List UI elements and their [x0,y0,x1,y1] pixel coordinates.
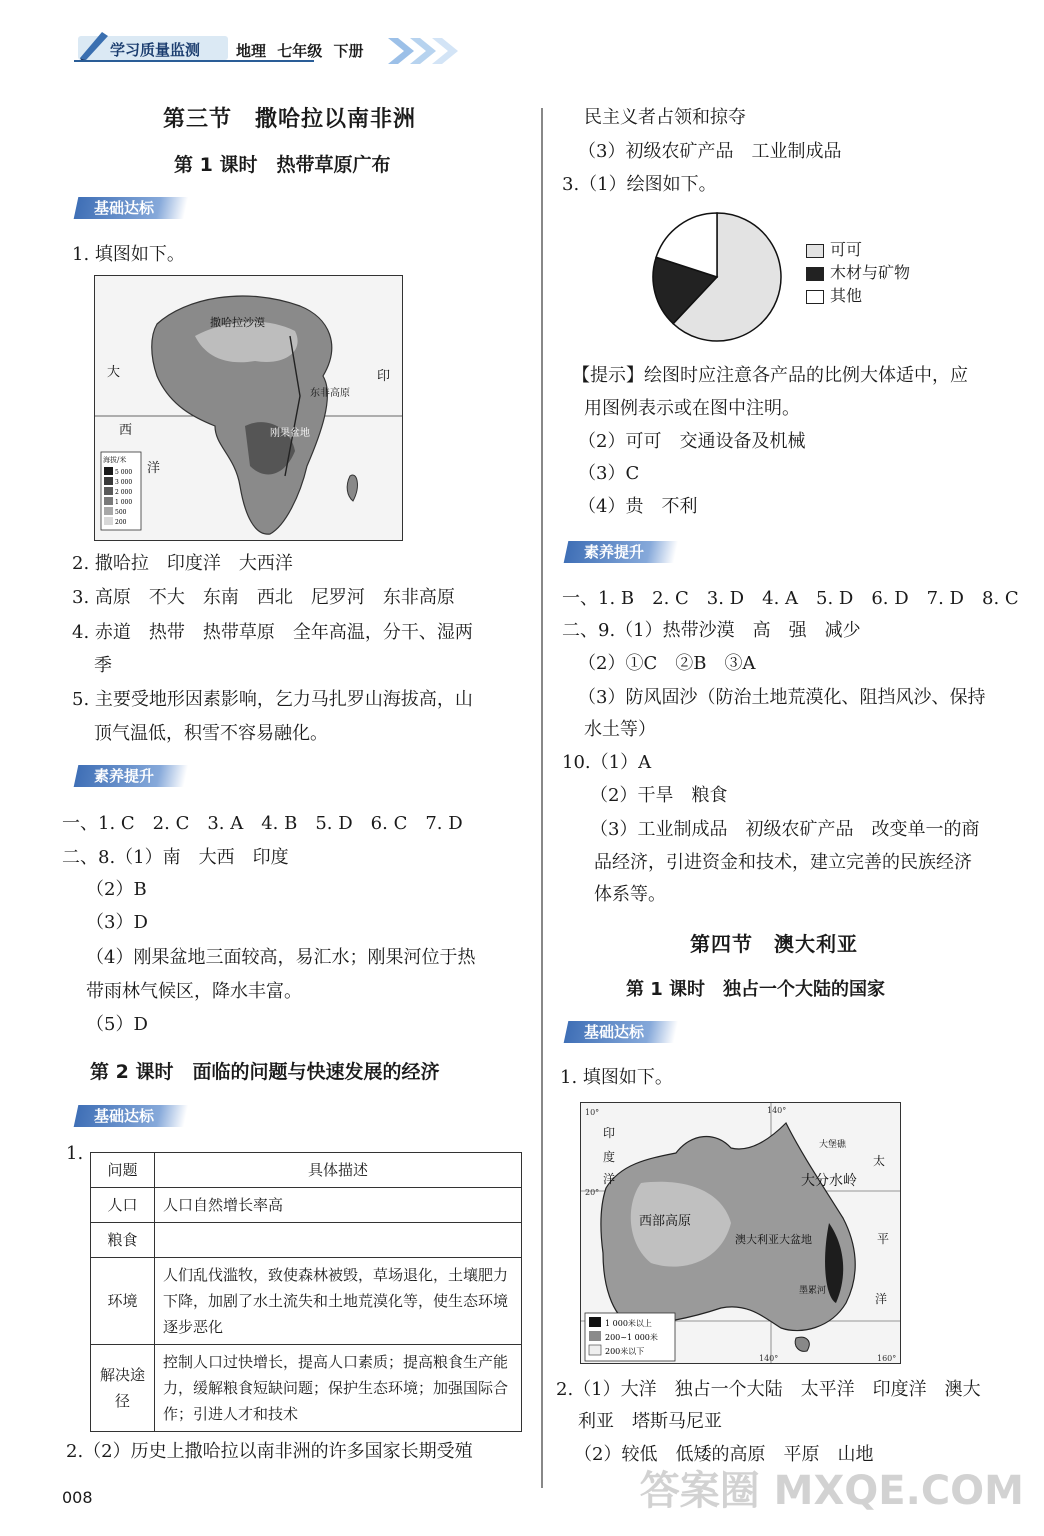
table-row: 环境 人们乱伐滥牧，致使森林被毁，草场退化，土壤肥力下降，加剧了水土流失和土地荒漠化等，使生态环境逐步恶化 [91,1258,522,1345]
map-tick: 140° [767,1106,787,1115]
r-line-1: 民主义者占领和掠夺 [584,107,746,128]
pie-legend-item: 木材与矿物 [806,261,910,284]
header-title: 学习质量监测 [110,41,201,59]
question-3: 3. 高原 不大 东南 西北 尼罗河 东非高原 [72,587,455,608]
table-header: 具体描述 [155,1153,522,1188]
r-question-2-cont: 利亚 塔斯马尼亚 [578,1411,722,1432]
australia-map-graphic [581,1103,901,1364]
question-2: 2. 撒哈拉 印度洋 大西洋 [72,553,293,574]
question-4: 4. 赤道 热带 热带草原 全年高温，分干、湿两 [72,622,473,643]
chevron-decoration-icon [388,36,468,66]
legend-item: 1 000米以上 [605,1319,652,1328]
legend-item: 500 [115,509,127,516]
r-question-2: 2.（1）大洋 独占一个大陆 太平洋 印度洋 澳大 [556,1379,981,1400]
map-label: 太 [873,1154,886,1168]
header-meta: 地理 七年级 下册 [236,42,364,60]
tag-basic: 基础达标 [74,197,189,219]
map-label: 印 [377,369,391,384]
pencil-icon [76,26,112,62]
legend-title: 海拔/米 [103,456,127,464]
legend-item: 5 000 [115,469,133,476]
question-1b: 1. [66,1143,84,1164]
map-label: 西部高原 [639,1214,692,1229]
r-q10-3-cont: 品经济，引进资金和技术，建立完善的民族经济 [594,852,972,873]
africa-map [94,275,403,541]
question-2b: 2.（2）历史上撒哈拉以南非洲的许多国家长期受殖 [66,1441,473,1462]
page-number: 008 [62,1488,93,1507]
map-label: 西 [119,423,133,438]
r-q9-3: （3）防风固沙（防治土地荒漠化、阻挡风沙、保持 [578,687,986,708]
map-tick: 10° [585,1108,600,1117]
lesson-title: 第 1 课时 热带草原广布 [174,154,391,176]
advance-choice: 一、1. C 2. C 3. A 4. B 5. D 6. C 7. D [62,813,463,834]
africa-map-graphic [95,276,403,541]
advance-q8-2: （2）B [86,879,147,900]
question-4-cont: 季 [94,655,112,676]
r-question-1: 1. 填图如下。 [560,1067,673,1088]
map-label: 洋 [147,461,161,476]
r-choice: 一、1. B 2. C 3. D 4. A 5. D 6. D 7. D 8. C [562,588,1019,609]
hint: 【提示】绘图时应注意各产品的比例大体适中，应 [572,365,968,386]
legend-item: 200米以下 [605,1347,645,1356]
table-row: 粮食 [91,1223,522,1258]
r-question-2-2: （2）较低 低矮的高原 平原 山地 [574,1444,874,1465]
advance-q8-4-cont: 带雨林气候区，降水丰富。 [86,981,302,1002]
problem-table [90,1152,522,1432]
r-q10-3-cont2: 体系等。 [594,884,666,905]
r-tag-advance: 素养提升 [564,541,679,563]
hint-cont: 用图例表示或在图中注明。 [584,398,800,419]
table-header: 问题 [91,1153,155,1188]
advance-q8-3: （3）D [86,912,148,933]
map-label: 洋 [603,1172,616,1186]
legend-item: 2 000 [115,489,133,496]
r-q9: 二、9.（1）热带沙漠 高 强 减少 [562,620,861,641]
map-label: 印 [603,1126,616,1140]
pie-chart [650,210,784,344]
map-tick: 140° [759,1354,779,1363]
tag-advance: 素养提升 [74,765,189,787]
r-tag-basic: 基础达标 [564,1021,679,1043]
map-tick: 160° [877,1354,897,1363]
r-q9-2: （2）①C ②B ③A [578,653,756,674]
map-label: 刚果盆地 [270,428,310,439]
table-row: 解决途径 控制人口过快增长，提高人口素质；提高粮食生产能力，缓解粮食短缺问题；保护生态环境；加强国际合作；引进人才和技术 [91,1345,522,1432]
map-label: 洋 [875,1292,888,1306]
question-1: 1. 填图如下。 [72,244,185,265]
legend-item: 200 [115,519,127,526]
r-q10-3: （3）工业制成品 初级农矿产品 改变单一的商 [590,819,980,840]
column-divider [541,108,543,1488]
table-row: 人口 人口自然增长率高 [91,1188,522,1223]
r-q10: 10.（1）A [562,752,652,773]
r-line-4: （2）可可 交通设备及机械 [578,431,806,452]
map-label: 大堡礁 [819,1140,847,1150]
australia-map [580,1102,901,1364]
watermark: 答案圈 MXQE.COM [639,1468,1024,1514]
legend-item: 200~1 000米 [605,1333,658,1342]
question-5-cont: 顶气温低，积雪不容易融化。 [94,723,328,744]
pie-legend-item: 可可 [806,238,910,261]
question-5: 5. 主要受地形因素影响，乞力马扎罗山海拔高，山 [72,689,473,710]
r-question-3: 3.（1）绘图如下。 [562,174,717,195]
map-label: 度 [603,1150,616,1164]
map-label: 大 [107,365,121,380]
tag-basic-2: 基础达标 [74,1105,189,1127]
section-title: 第三节 撒哈拉以南非洲 [163,107,417,132]
advance-q8-4: （4）刚果盆地三面较高，易汇水；刚果河位于热 [86,947,476,968]
r-line-6: （4）贵 不利 [578,496,698,517]
legend-item: 1 000 [115,499,133,506]
map-label: 墨累河 [799,1286,827,1296]
map-label: 大分水岭 [801,1173,857,1189]
r-q9-3-cont: 水土等） [584,719,656,740]
r-section-title: 第四节 澳大利亚 [690,932,858,956]
legend-item: 3 000 [115,479,133,486]
pie-legend-item: 其他 [806,284,910,307]
r-q10-2: （2）干旱 粮食 [590,785,728,806]
r-line-5: （3）C [578,463,640,484]
advance-q8: 二、8.（1）南 大西 印度 [62,847,289,868]
map-tick: 20° [585,1188,600,1197]
advance-q8-5: （5）D [86,1014,148,1035]
map-label: 澳大利亚大盆地 [735,1233,812,1246]
pie-legend [806,238,910,307]
header-rule [74,60,314,62]
map-label: 东非高原 [310,388,350,399]
map-label: 平 [877,1232,890,1246]
map-label: 撒哈拉沙漠 [210,316,265,329]
r-line-2: （3）初级农矿产品 工业制成品 [578,141,842,162]
r-lesson-title: 第 1 课时 独占一个大陆的国家 [626,979,886,1000]
lesson2-title: 第 2 课时 面临的问题与快速发展的经济 [90,1061,440,1083]
